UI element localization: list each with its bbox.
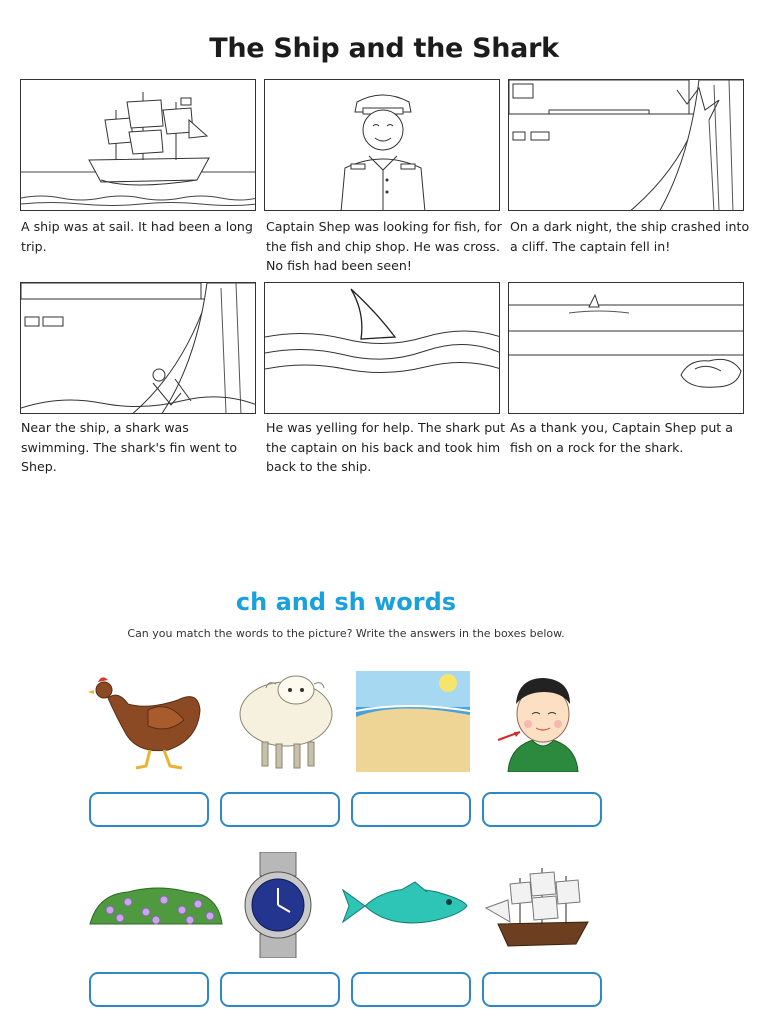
answer-box-3[interactable] bbox=[351, 792, 471, 827]
ship-crash-sketch-icon bbox=[509, 80, 744, 211]
fish-on-rock-sketch-icon bbox=[509, 283, 744, 414]
ship-icon bbox=[484, 866, 596, 948]
story-panel-3 bbox=[508, 79, 744, 211]
fish-icon bbox=[341, 880, 469, 932]
answer-box-1[interactable] bbox=[89, 792, 209, 827]
panel-4-caption: Near the ship, a shark was swimming. The shark's fin went to Shep. bbox=[21, 420, 238, 474]
answer-box-7[interactable] bbox=[351, 972, 471, 1007]
chin-icon bbox=[496, 670, 590, 772]
story-panel-2 bbox=[264, 79, 500, 211]
story-panel-5 bbox=[264, 282, 500, 414]
answer-box-2[interactable] bbox=[220, 792, 340, 827]
chicken-icon bbox=[88, 670, 208, 772]
story-panel-4 bbox=[20, 282, 256, 414]
answer-box-4[interactable] bbox=[482, 792, 602, 827]
captain-sketch-icon bbox=[265, 80, 500, 211]
panel-1-caption: A ship was at sail. It had been a long trip. bbox=[21, 219, 253, 254]
answer-box-5[interactable] bbox=[89, 972, 209, 1007]
panel-3-caption: On a dark night, the ship crashed into a cliff. The captain fell in! bbox=[510, 219, 750, 254]
shrub-icon bbox=[88, 884, 224, 932]
panel-6-caption: As a thank you, Captain Shep put a fish on a rock for the shark. bbox=[510, 420, 733, 455]
beach-icon bbox=[356, 671, 470, 772]
answer-box-6[interactable] bbox=[220, 972, 340, 1007]
story-panel-6 bbox=[508, 282, 744, 414]
shark-fin-sketch-icon bbox=[265, 283, 500, 414]
sheep-icon bbox=[236, 670, 336, 772]
story-panel-1 bbox=[20, 79, 256, 211]
answer-box-8[interactable] bbox=[482, 972, 602, 1007]
activity-title: ch and sh words bbox=[235, 588, 457, 616]
panel-5-caption: He was yelling for help. The shark put the captain on his back and took him back to the ship. bbox=[266, 420, 506, 474]
ship-sketch-icon bbox=[21, 80, 256, 211]
page-title: The Ship and the Shark bbox=[209, 33, 559, 64]
watch-icon bbox=[242, 852, 314, 958]
activity-instruction: Can you match the words to the picture? Write the answers in the boxes below. bbox=[127, 627, 565, 640]
captain-in-water-sketch-icon bbox=[21, 283, 256, 414]
panel-2-caption: Captain Shep was looking for fish, for the fish and chip shop. He was cross. No fish had been seen! bbox=[266, 219, 502, 273]
